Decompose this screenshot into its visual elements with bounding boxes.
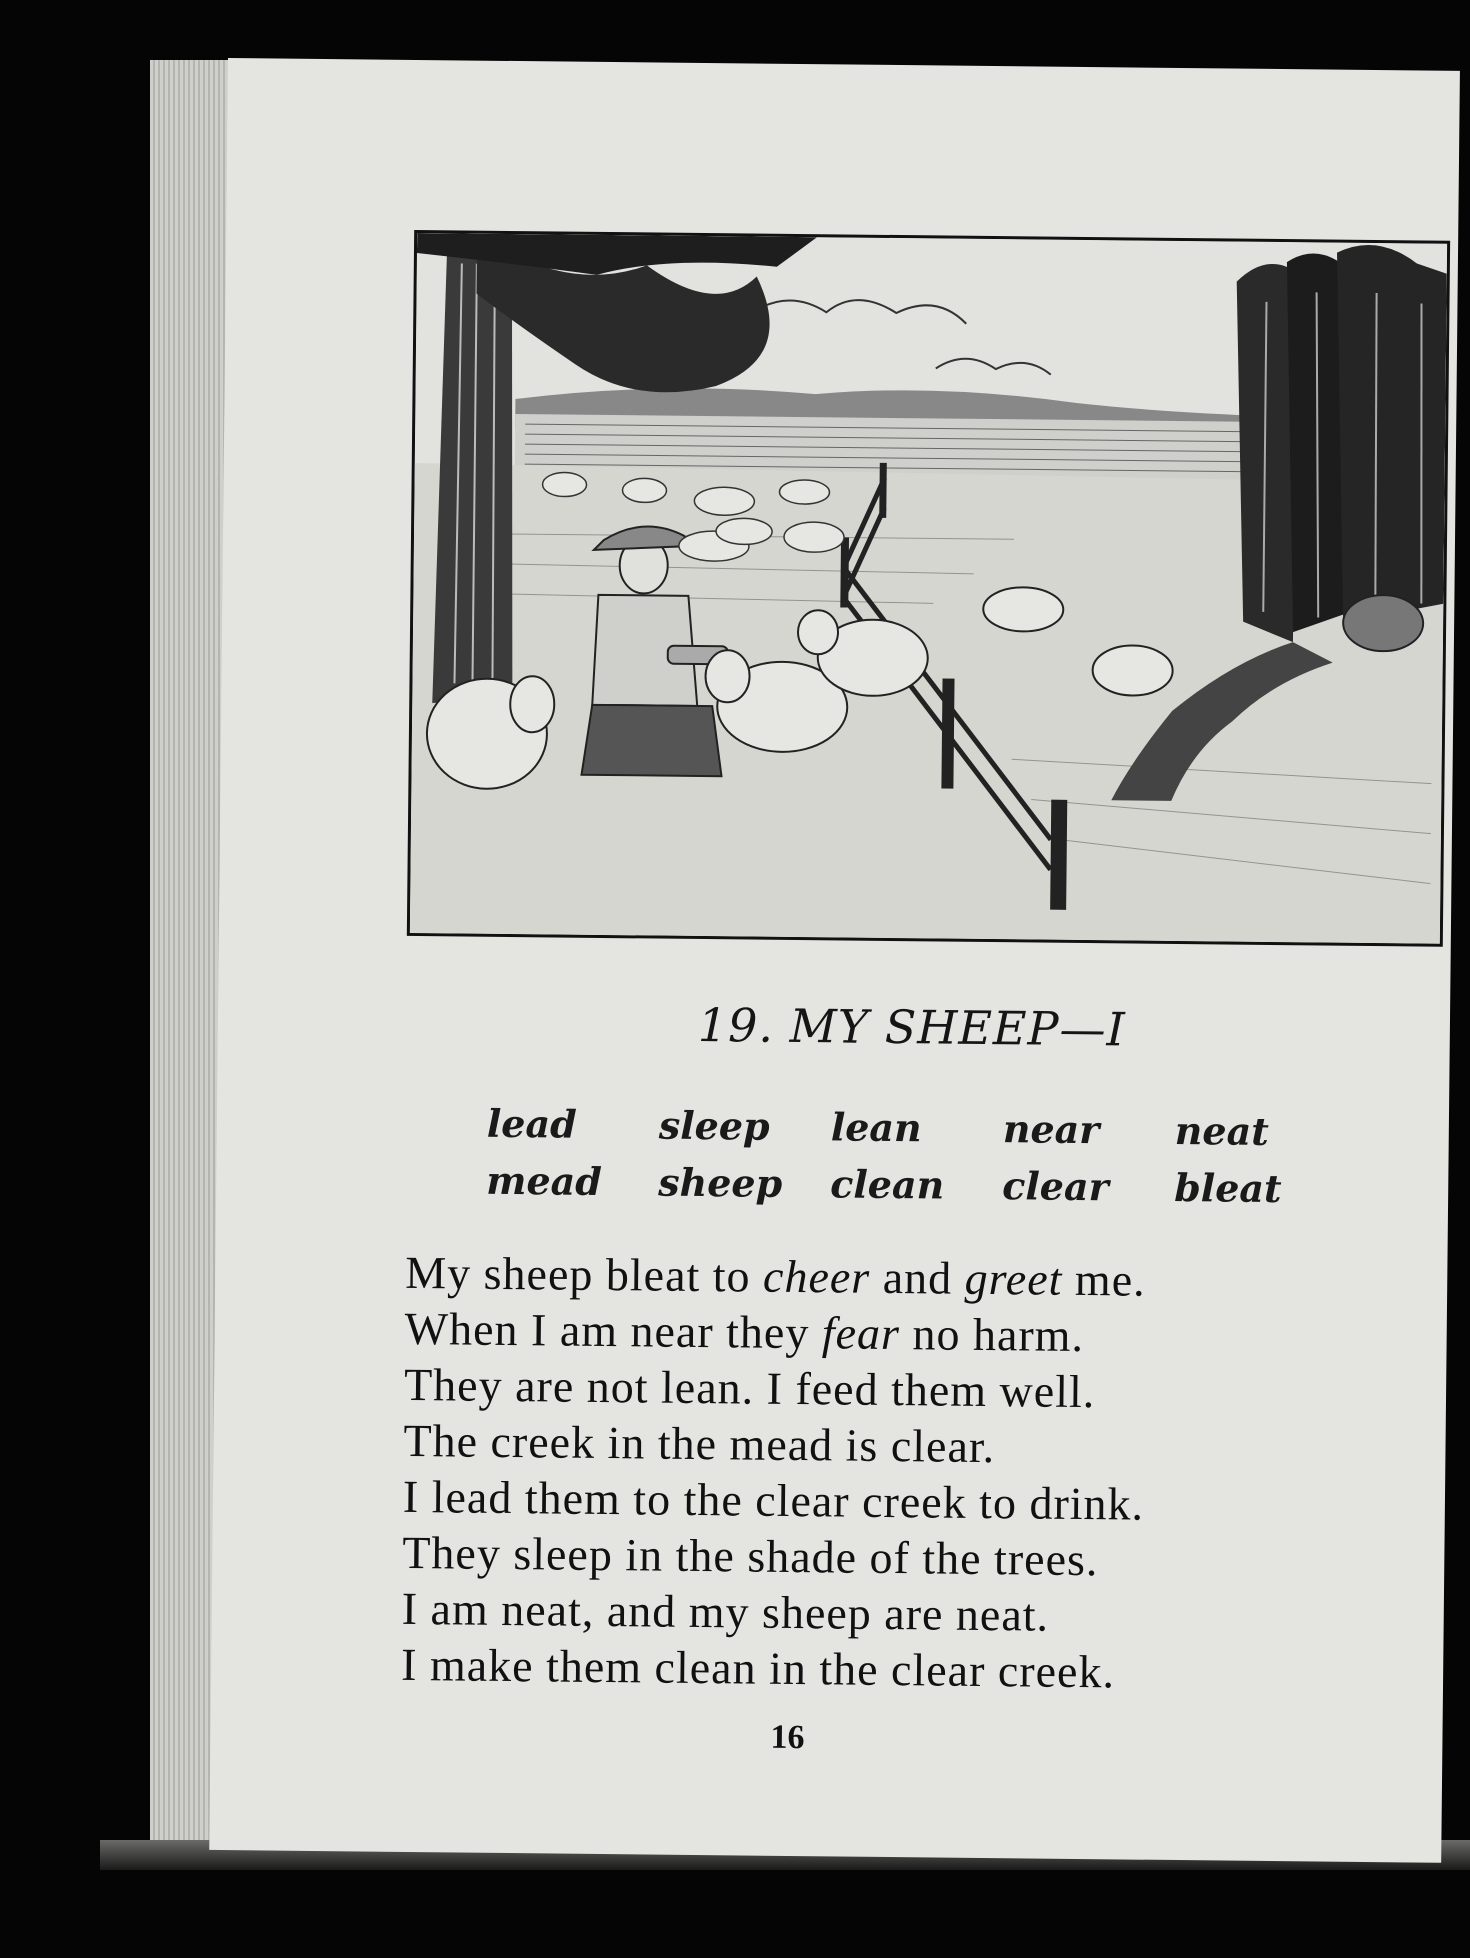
passage-text: and [869, 1251, 965, 1304]
passage-text: no harm. [899, 1308, 1085, 1362]
vocabulary-word: bleat [1173, 1164, 1282, 1212]
passage-line [404, 1357, 1405, 1423]
reading-passage [401, 1245, 1406, 1703]
passage-text: The creek in the mead is clear. [403, 1414, 996, 1473]
vocabulary-word: lead [486, 1100, 577, 1147]
passage-text: I make them clean in the clear creek. [400, 1638, 1116, 1698]
lesson-title: 19. MY SHEEP—I [697, 997, 1126, 1057]
emphasized-word: cheer [762, 1250, 871, 1303]
passage-line [401, 1637, 1402, 1703]
vocabulary-row [487, 1101, 1347, 1155]
vocabulary-word: neat [1174, 1107, 1270, 1154]
vocabulary-word: near [1002, 1106, 1100, 1153]
vocabulary-word: sheep [658, 1159, 783, 1206]
vocabulary-word: clear [1001, 1163, 1109, 1210]
passage-text: They are not lean. I feed them well. [403, 1358, 1096, 1418]
passage-text: When I am near they [404, 1302, 823, 1359]
passage-line [402, 1525, 1403, 1591]
passage-text: I am neat, and my sheep are neat. [401, 1582, 1050, 1641]
passage-text: My sheep bleat to [405, 1246, 764, 1302]
sheep-illustration [407, 230, 1450, 947]
vocabulary-word: mead [486, 1157, 603, 1204]
emphasized-word: fear [821, 1307, 901, 1360]
passage-line [401, 1581, 1402, 1647]
passage-line [403, 1469, 1404, 1535]
vocabulary-words [486, 1101, 1347, 1224]
passage-line [405, 1245, 1406, 1311]
page-number: 16 [770, 1718, 805, 1757]
vocabulary-word: lean [830, 1104, 922, 1151]
vocabulary-row [486, 1158, 1346, 1212]
passage-line [404, 1301, 1405, 1367]
book-page [209, 58, 1460, 1863]
emphasized-word: greet [964, 1252, 1063, 1305]
vocabulary-word: sleep [658, 1102, 770, 1149]
passage-text: They sleep in the shade of the trees. [402, 1526, 1099, 1586]
passage-line [403, 1413, 1404, 1479]
passage-text: I lead them to the clear creek to drink. [402, 1470, 1145, 1530]
vocabulary-word: clean [830, 1161, 945, 1208]
passage-text: me. [1062, 1253, 1146, 1306]
